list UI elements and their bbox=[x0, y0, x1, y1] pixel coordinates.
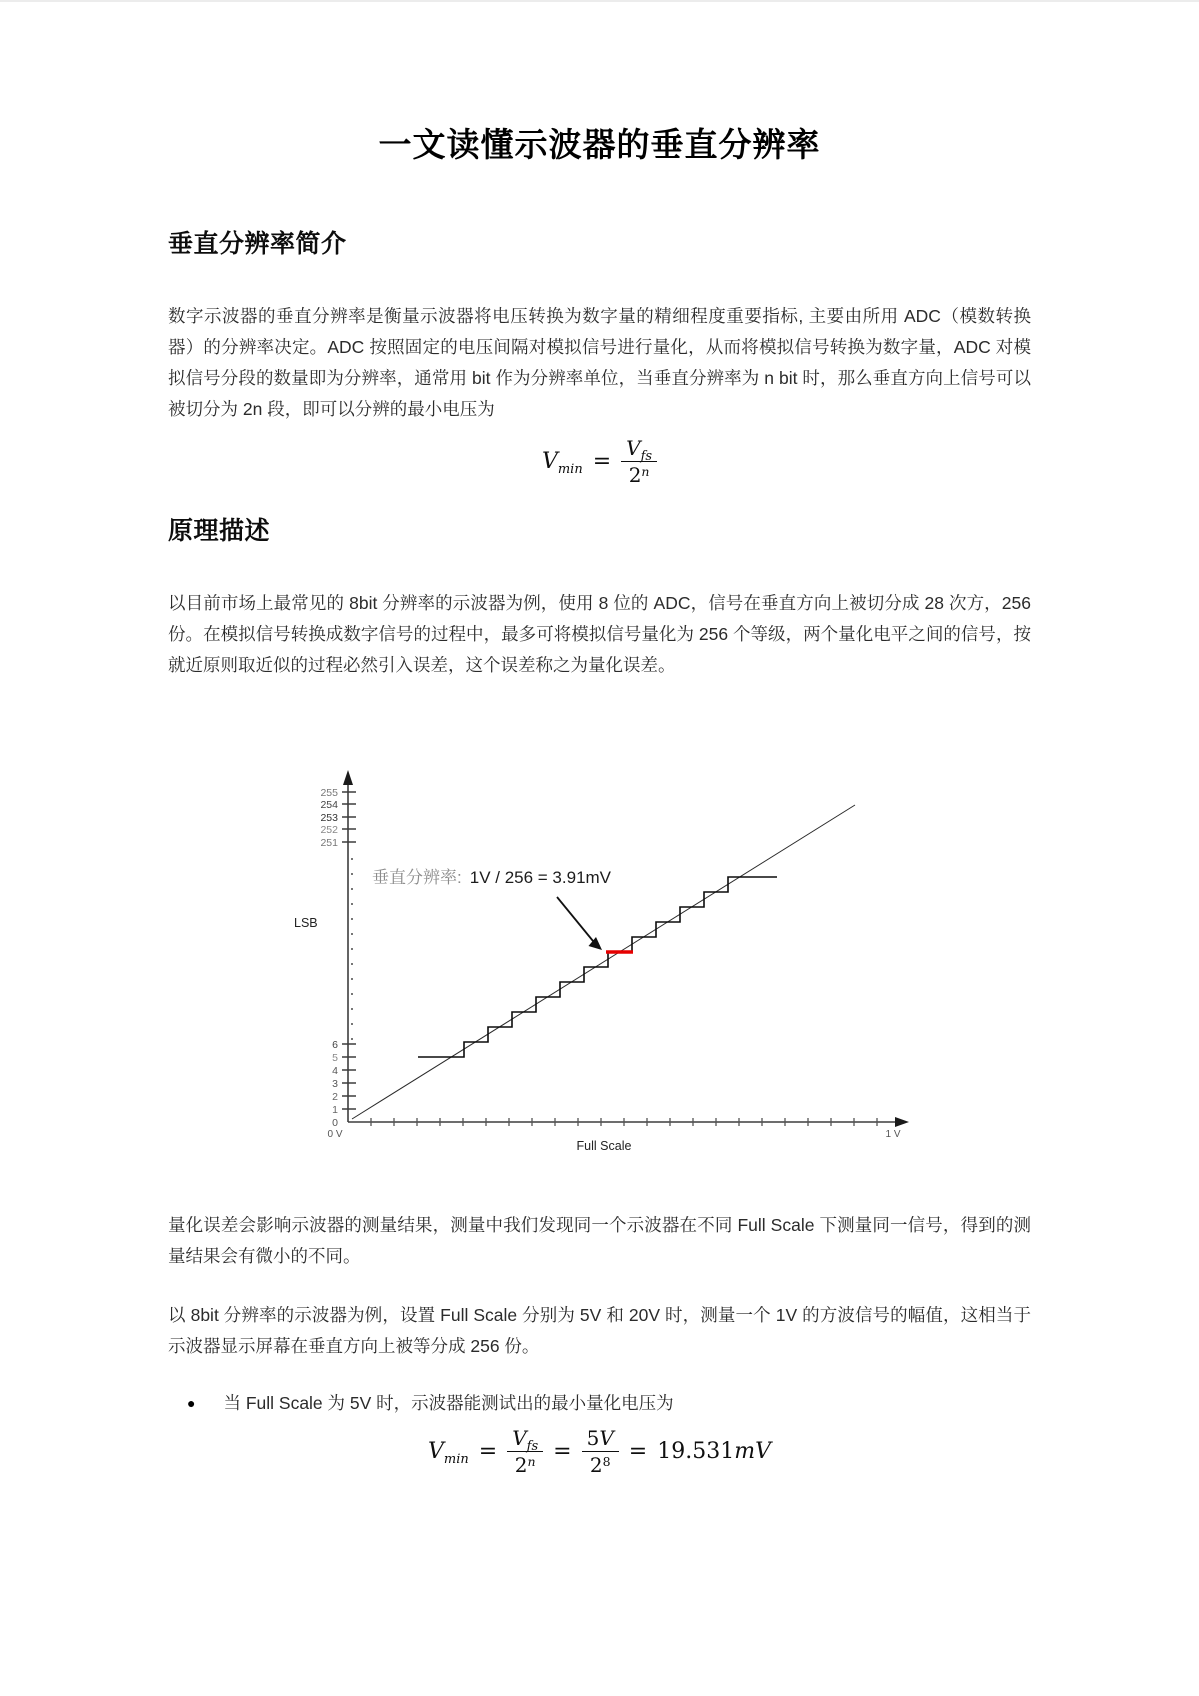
formula-result: 19.531mV bbox=[657, 1438, 771, 1464]
x-axis-min-label: 0 V bbox=[327, 1128, 343, 1140]
formula-lhs: $V_{min}$ bbox=[428, 1438, 469, 1467]
annotation-arrow-line bbox=[557, 897, 593, 941]
equals-sign-1: = bbox=[478, 1438, 498, 1464]
y-tick-label-4: 4 bbox=[332, 1064, 338, 1077]
y-tick-label-3: 3 bbox=[332, 1077, 338, 1090]
y-tick-label-6: 6 bbox=[332, 1038, 338, 1051]
paragraph-principle-3: 以 8bit 分辨率的示波器为例，设置 Full Scale 分别为 5V 和 20V 时，测量一个 1V 的方波信号的幅值，这相当于示波器显示屏幕在垂直方向上被等分成 256 份。 bbox=[168, 1304, 1031, 1356]
y-tick-label-255: 255 bbox=[320, 786, 338, 799]
y-tick-label-2: 2 bbox=[332, 1090, 338, 1103]
paragraph-intro: 数字示波器的垂直分辨率是衡量示波器将电压转换为数字量的精细程度重要指标, 主要由所用 ADC（模数转换器）的分辨率决定。ADC 按照固定的电压间隔对模拟信号进行量化，从而将模拟信号转换为数字量，ADC 对模拟信号分段的数量即为分辨率，通常用 bit 作为分辨率单位，当垂直分辨率为 n bit 时，那么垂直方向上信号可以被切分为 2n 段，即可以分辨的最小电压为 bbox=[168, 305, 1031, 419]
y-tick-label-254: 254 bbox=[320, 798, 338, 811]
y-tick-label-251: 251 bbox=[320, 836, 338, 849]
bullet-item-fullscale-5v bbox=[187, 1388, 1031, 1419]
page-title: 一文读懂示波器的垂直分辨率 bbox=[378, 126, 821, 163]
formula-fraction-numeric: $\frac{5V}{2^8}$ bbox=[582, 1427, 619, 1476]
y-axis-label: LSB bbox=[294, 915, 318, 930]
section-heading-intro: 垂直分辨率简介 bbox=[168, 229, 347, 258]
y-axis-bottom-ticks bbox=[342, 1044, 356, 1109]
x-axis-label: Full Scale bbox=[576, 1138, 632, 1153]
equals-sign-3: = bbox=[628, 1438, 648, 1464]
formula-vmin-5v bbox=[168, 1427, 1031, 1476]
formula-lhs: $V_{min}$ bbox=[541, 448, 583, 477]
equals-sign: = bbox=[592, 448, 612, 474]
bullet-text: 当 Full Scale 为 5V 时，示波器能测试出的最小量化电压为 bbox=[223, 1392, 674, 1413]
formula-fraction: $\frac{V_{fs}}{2^n}$ bbox=[621, 437, 657, 486]
formula-vmin bbox=[168, 437, 1031, 486]
x-axis-arrow-icon bbox=[895, 1117, 909, 1127]
quantization-chart bbox=[272, 717, 1031, 1170]
bullet-icon: ● bbox=[187, 1394, 196, 1411]
paragraph-principle-2: 量化误差会影响示波器的测量结果，测量中我们发现同一个示波器在不同 Full Scale 下测量同一信号，得到的测量结果会有微小的不同。 bbox=[168, 1214, 1031, 1266]
staircase-path bbox=[418, 877, 777, 1057]
y-axis-top-ticks bbox=[342, 792, 356, 842]
formula-fraction-symbolic: $\frac{V_{fs}}{2^n}$ bbox=[507, 1427, 543, 1476]
quantization-chart-svg bbox=[272, 717, 932, 1165]
paragraph-principle-1: 以目前市场上最常见的 8bit 分辨率的示波器为例，使用 8 位的 ADC，信号在垂直方向上被切分成 28 次方，256 份。在模拟信号转换成数字信号的过程中，最多可将模拟信号量化为 256 个等级，两个量化电平之间的信号，按就近原则取近似的过程必然引入误差，这个误差称之为量化误差。 bbox=[168, 592, 1031, 675]
annotation-text bbox=[372, 868, 612, 887]
y-tick-label-5: 5 bbox=[332, 1051, 338, 1064]
annotation-value: 1V / 256 = 3.91mV bbox=[469, 867, 612, 887]
document-page bbox=[0, 2, 1199, 1476]
annotation-label: 垂直分辨率: bbox=[372, 867, 462, 887]
y-tick-label-1: 1 bbox=[332, 1103, 338, 1116]
equals-sign-2: = bbox=[553, 1438, 572, 1464]
y-tick-label-253: 253 bbox=[320, 811, 338, 824]
ideal-ramp-line bbox=[352, 805, 855, 1119]
y-tick-label-252: 252 bbox=[320, 823, 338, 836]
y-tick-label-0: 0 bbox=[332, 1116, 338, 1129]
y-axis-arrow-icon bbox=[343, 770, 353, 785]
section-heading-principle: 原理描述 bbox=[168, 516, 271, 545]
x-axis-max-label: 1 V bbox=[885, 1128, 901, 1140]
